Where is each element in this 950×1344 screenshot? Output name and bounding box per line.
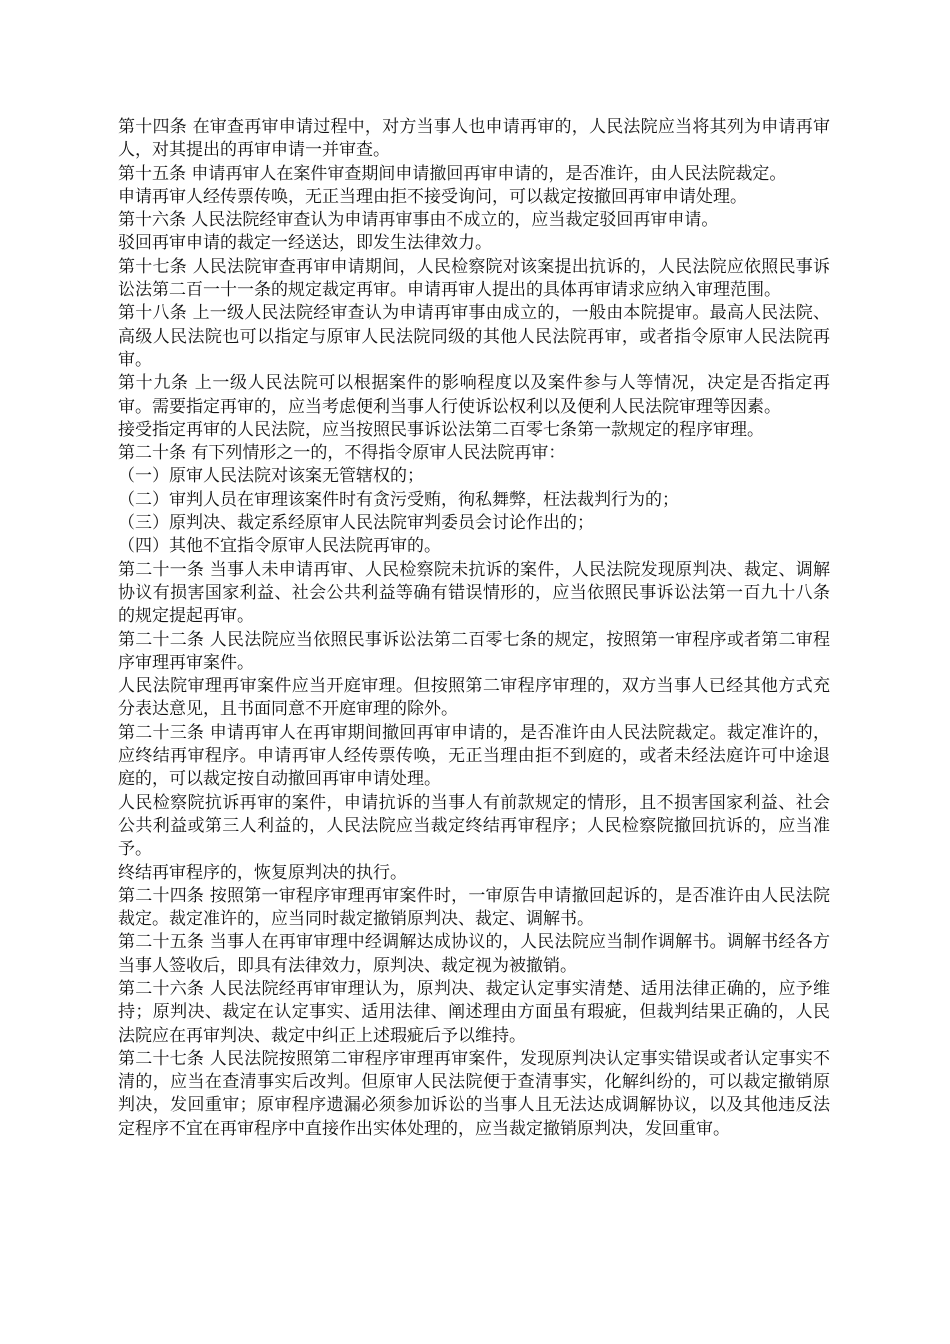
- article-19-clause-2: 接受指定再审的人民法院，应当按照民事诉讼法第二百零七条第一款规定的程序审理。: [118, 419, 764, 440]
- article-20-item-3: （三）原判决、裁定系经原审人民法院审判委员会讨论作出的；: [118, 513, 594, 534]
- article-23: 第二十三条 申请再审人在再审期间撤回再审申请的，是否准许由人民法院裁定。裁定准许的，应终结再审程序。申请再审人经传票传唤，无正当理由拒不到庭的，或者未经法庭许可中途退庭的，可以裁定按自动撤回再审申请处理。: [118, 722, 830, 790]
- article-17: 第十七条 人民法院审查再审申请期间，人民检察院对该案提出抗诉的，人民法院应依照民事诉讼法第二百一十一条的规定裁定再审。申请再审人提出的具体再审请求应纳入审理范围。: [118, 256, 830, 301]
- article-15-clause-2: 申请再审人经传票传唤，无正当理由拒不接受询问，可以裁定按撤回再审申请处理。: [118, 186, 747, 207]
- article-20-item-1: （一）原审人民法院对该案无管辖权的；: [118, 466, 424, 487]
- document-body: [118, 116, 830, 1141]
- article-23-clause-2: 人民检察院抗诉再审的案件，申请抗诉的当事人有前款规定的情形，且不损害国家利益、社会公共利益或第三人利益的，人民法院应当裁定终结再审程序；人民检察院撤回抗诉的，应当准予。: [118, 792, 830, 860]
- article-27: 第二十七条 人民法院按照第二审程序审理再审案件，发现原判决认定事实错误或者认定事实不清的，应当在查清事实后改判。但原审人民法院便于查清事实，化解纠纷的，可以裁定撤销原判决，发回重审；原审程序遗漏必须参加诉讼的当事人且无法达成调解协议，以及其他违反法定程序不宜在再审程序中直接作出实体处理的，应当裁定撤销原判决，发回重审。: [118, 1048, 830, 1139]
- article-19: 第十九条 上一级人民法院可以根据案件的影响程度以及案件参与人等情况，决定是否指定再审。需要指定再审的，应当考虑便利当事人行使诉讼权利以及便利人民法院审理等因素。: [118, 373, 830, 417]
- article-18: 第十八条 上一级人民法院经审查认为申请再审事由成立的，一般由本院提审。最高人民法院、高级人民法院也可以指定与原审人民法院同级的其他人民法院再审，或者指令原审人民法院再审。: [118, 303, 830, 370]
- article-24: 第二十四条 按照第一审程序审理再审案件时，一审原告申请撤回起诉的，是否准许由人民法院裁定。裁定准许的，应当同时裁定撤销原判决、裁定、调解书。: [118, 885, 830, 930]
- article-22: 第二十二条 人民法院应当依照民事诉讼法第二百零七条的规定，按照第一审程序或者第二审程序审理再审案件。: [118, 629, 830, 673]
- article-21: 第二十一条 当事人未申请再审、人民检察院未抗诉的案件，人民法院发现原判决、裁定、调解协议有损害国家利益、社会公共利益等确有错误情形的，应当依照民事诉讼法第一百九十八条的规定提起再审。: [118, 559, 830, 627]
- article-25: 第二十五条 当事人在再审审理中经调解达成协议的，人民法院应当制作调解书。调解书经各方当事人签收后，即具有法律效力，原判决、裁定视为被撤销。: [118, 932, 830, 976]
- article-22-clause-2: 人民法院审理再审案件应当开庭审理。但按照第二审程序审理的，双方当事人已经其他方式充分表达意见，且书面同意不开庭审理的除外。: [118, 676, 830, 720]
- article-20-item-4: （四）其他不宜指令原审人民法院再审的。: [118, 536, 441, 557]
- article-15: 第十五条 申请再审人在案件审查期间申请撤回再审申请的，是否准许，由人民法院裁定。: [118, 163, 787, 184]
- article-26: 第二十六条 人民法院经再审审理认为，原判决、裁定认定事实清楚、适用法律正确的，应予维持；原判决、裁定在认定事实、适用法律、阐述理由方面虽有瑕疵，但裁判结果正确的，人民法院应在再审判决、裁定中纠正上述瑕疵后予以维持。: [118, 978, 830, 1046]
- article-14: 第十四条 在审查再审申请过程中，对方当事人也申请再审的，人民法院应当将其列为申请再审人，对其提出的再审申请一并审查。: [118, 117, 830, 161]
- article-20-item-2: （二）审判人员在审理该案件时有贪污受贿，徇私舞弊，枉法裁判行为的；: [118, 489, 679, 510]
- article-20: 第二十条 有下列情形之一的，不得指令原审人民法院再审：: [118, 443, 566, 464]
- article-16-clause-2: 驳回再审申请的裁定一经送达，即发生法律效力。: [118, 233, 492, 254]
- article-23-clause-3: 终结再审程序的，恢复原判决的执行。: [118, 862, 407, 883]
- article-16: 第十六条 人民法院经审查认为申请再审事由不成立的，应当裁定驳回再审申请。: [118, 210, 719, 231]
